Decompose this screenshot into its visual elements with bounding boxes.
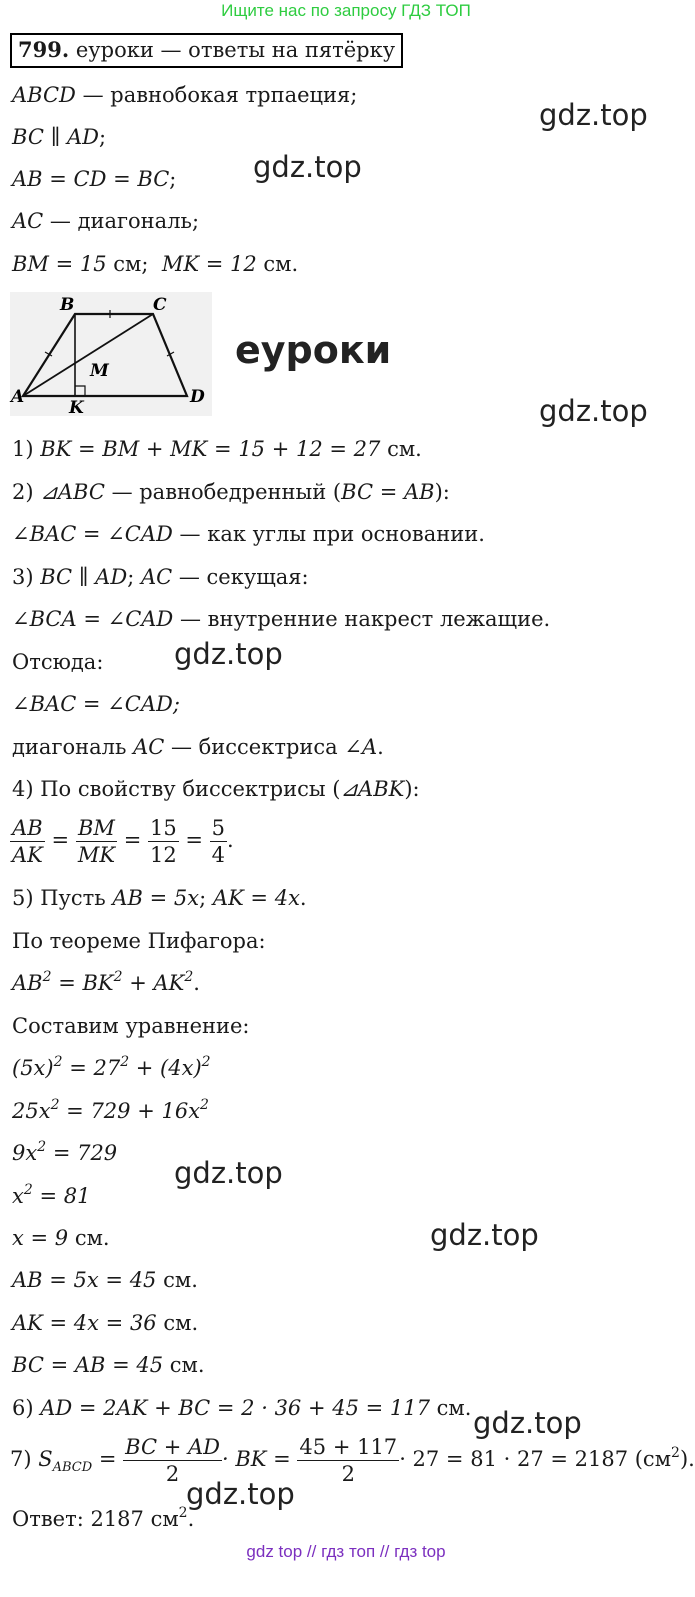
label-C: C bbox=[153, 295, 167, 315]
step-7: 7) $S_{ABCD}$ = $\frac{BC + AD}{2}$ · BK = $\frac{45 + 117}{2}$ · 27 = 81 · 27 = 2187 $(см^2)$. bbox=[10, 1435, 695, 1486]
given-measures: BM = 15 см; MK = 12 см. bbox=[12, 252, 299, 276]
watermark: gdz.top bbox=[539, 98, 648, 132]
equation-8: BC = AB = 45 см. bbox=[12, 1353, 205, 1377]
watermark: gdz.top bbox=[430, 1218, 539, 1252]
step-5: 5) Пусть AB = 5x; AK = 4x. bbox=[12, 886, 307, 910]
step-3b: ∠BCA = ∠CAD — внутренние накрест лежащие. bbox=[12, 607, 551, 631]
label-B: B bbox=[60, 295, 75, 315]
given-line: AC — диагональ; bbox=[12, 209, 200, 233]
equation-1: $(5x)^2 = 27^2 + (4x)^2$ bbox=[12, 1054, 211, 1080]
given-line: BC ∥ AD; bbox=[12, 125, 107, 149]
watermark: gdz.top bbox=[473, 1406, 582, 1440]
fraction: $\frac{15}{12}$ bbox=[149, 816, 177, 867]
compose-text: Составим уравнение: bbox=[12, 1014, 250, 1038]
problem-title: еуроки — ответы на пятёрку bbox=[75, 38, 396, 62]
equation-3: $9x^2 = 729$ bbox=[12, 1139, 118, 1165]
fraction: $\frac{45 + 117}{2}$ bbox=[299, 1435, 398, 1486]
step-3: 3) BC ∥ AD; AC — секущая: bbox=[12, 565, 309, 589]
fraction: $\frac{5}{4}$ bbox=[211, 816, 226, 867]
fraction: $\frac{BC + AD}{2}$ bbox=[125, 1435, 220, 1486]
trapezoid-diagram bbox=[10, 292, 212, 416]
equation-5: x = 9 см. bbox=[12, 1226, 110, 1250]
equation-6: AB = 5x = 45 см. bbox=[12, 1268, 198, 1292]
given-line: ABCD — равнобокая трпаеция; bbox=[12, 83, 358, 107]
equation-7: AK = 4x = 36 см. bbox=[12, 1311, 199, 1335]
label-D: D bbox=[190, 387, 205, 407]
watermark: gdz.top bbox=[174, 1156, 283, 1190]
hence-text: Отсюда: bbox=[12, 650, 104, 674]
watermark: gdz.top bbox=[539, 394, 648, 428]
fraction: $\frac{AB}{AK}$ bbox=[12, 816, 43, 867]
ratio-equation: $\frac{AB}{AK}$ = $\frac{BM}{MK}$ = $\frac{15}{12}$ = $\frac{5}{4}$ . bbox=[12, 816, 234, 867]
pythagoras-equation: $AB^2 = BK^2 + AK^2$. bbox=[12, 969, 200, 995]
problem-number: 799. bbox=[18, 37, 70, 62]
trapezoid-figure bbox=[10, 292, 212, 416]
angle-equality: ∠BAC = ∠CAD; bbox=[12, 692, 180, 716]
step-2b: ∠BAC = ∠CAD — как углы при основании. bbox=[12, 522, 485, 546]
bisector-text: диагональ AC — биссектриса ∠A. bbox=[12, 735, 384, 759]
footer-links[interactable]: gdz top // гдз топ // гдз top bbox=[246, 1542, 446, 1561]
search-banner: Ищите нас по запросу ГДЗ ТОП bbox=[221, 1, 471, 20]
pythagoras-text: По теореме Пифагора: bbox=[12, 929, 266, 953]
watermark: gdz.top bbox=[253, 150, 362, 184]
given-line: AB = CD = BC; bbox=[12, 167, 177, 191]
equation-2: $25x^2 = 729 + 16x^2$ bbox=[12, 1097, 209, 1123]
step-2: 2) ⊿ABC — равнобедренный (BC = AB): bbox=[12, 480, 450, 504]
label-M: M bbox=[90, 361, 109, 381]
euroki-logo: еуроки bbox=[235, 328, 392, 372]
label-K: K bbox=[69, 398, 84, 418]
watermark: gdz.top bbox=[174, 637, 283, 671]
step-1: 1) BK = BM + MK = 15 + 12 = 27 см. bbox=[12, 437, 422, 461]
problem-header bbox=[10, 33, 403, 68]
fraction: $\frac{BM}{MK}$ bbox=[77, 816, 116, 867]
step-6: 6) AD = 2AK + BC = 2 · 36 + 45 = 117 см. bbox=[12, 1396, 472, 1420]
watermark: gdz.top bbox=[186, 1477, 295, 1511]
label-A: A bbox=[11, 387, 25, 407]
step-4: 4) По свойству биссектрисы (⊿ABK): bbox=[12, 777, 420, 801]
answer: Ответ: 2187 $см^2$. bbox=[12, 1505, 195, 1531]
equation-4: $x^2 = 81$ bbox=[12, 1182, 91, 1208]
